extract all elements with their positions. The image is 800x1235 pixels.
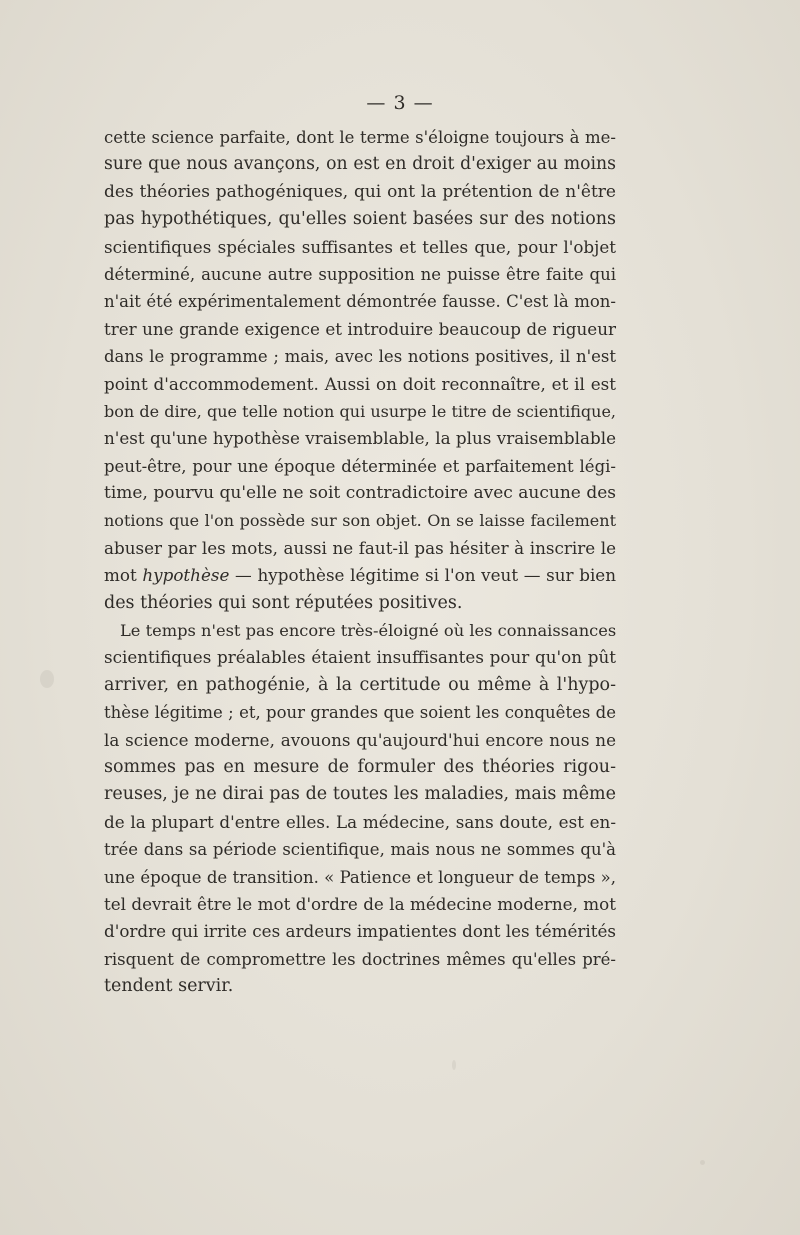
body-text [104,124,616,1001]
text-line: point d'accommodement. Aussi on doit reconnaître, et il est [104,373,616,394]
text-line: arriver, en pathogénie, à la certitude ou même à l'hypo- [104,674,616,695]
paragraph-end-line: des théories qui sont réputées positives. [104,592,463,613]
text-line: trée dans sa période scientifique, mais nous ne sommes qu'à [104,840,616,860]
text-line: time, pourvu qu'elle ne soit contradictoire avec aucune des [104,483,616,504]
text-line: scientifiques préalables étaient insuffisantes pour qu'on pût [104,647,616,668]
text-line: une époque de transition. « Patience et longueur de temps », [104,867,616,887]
paper-stain [452,1060,456,1070]
page-number: — 3 — [366,92,434,114]
text-segment: mot [104,565,143,586]
text-line: d'ordre qui irrite ces ardeurs impatientes dont les témérités [104,921,617,942]
text-line: dans le programme ; mais, avec les notions positives, il n'est [104,347,616,367]
text-line: déterminé, aucune autre supposition ne puisse être faite qui [104,264,616,284]
text-line: cette science parfaite, dont le terme s'éloigne toujours à me- [104,128,616,147]
italic-word: hypothèse [142,565,230,586]
text-line: des théories pathogéniques, qui ont la prétention de n'être [104,181,616,202]
text-line-italic [104,562,616,589]
text-segment: — hypothèse légitime si l'on veut — sur bien [229,565,616,586]
paper-stain [700,1160,705,1165]
text-line: tel devrait être le mot d'ordre de la médecine moderne, mot [104,893,616,914]
text-line: sure que nous avançons, on est en droit d'exiger au moins [104,154,616,175]
text-line: Le temps n'est pas encore très-éloigné où les connaissances [120,621,617,641]
text-line: pas hypothétiques, qu'elles soient basées sur des notions [104,209,616,230]
paper-stain [40,670,54,688]
text-line: de la plupart d'entre elles. La médecine, sans doute, est en- [104,811,616,832]
text-line: scientifiques spéciales suffisantes et telles que, pour l'objet [104,236,616,257]
text-line: trer une grande exigence et introduire beaucoup de rigueur [104,318,616,339]
text-line: n'ait été expérimentalement démontrée fausse. C'est là mon- [104,292,616,312]
text-line: abuser par les mots, aussi ne faut-il pas hésiter à inscrire le [104,537,616,558]
text-line: sommes pas en mesure de formuler des théories rigou- [104,756,616,777]
text-line: thèse légitime ; et, pour grandes que soient les conquêtes de [104,703,616,723]
text-line: n'est qu'une hypothèse vraisemblable, la plus vraisemblable [104,428,616,449]
text-line: notions que l'on possède sur son objet. On se laisse facilement [104,511,616,531]
text-line: la science moderne, avouons qu'aujourd'hui encore nous ne [104,729,616,750]
text-line: risquent de compromettre les doctrines mêmes qu'elles pré- [104,949,616,969]
paragraph-end-line: tendent servir. [104,976,234,997]
text-line: reuses, je ne dirai pas de toutes les maladies, mais même [104,784,616,805]
text-line: bon de dire, que telle notion qui usurpe le titre de scientifique, [104,401,616,421]
text-line: peut-être, pour une époque déterminée et parfaitement légi- [104,456,616,476]
